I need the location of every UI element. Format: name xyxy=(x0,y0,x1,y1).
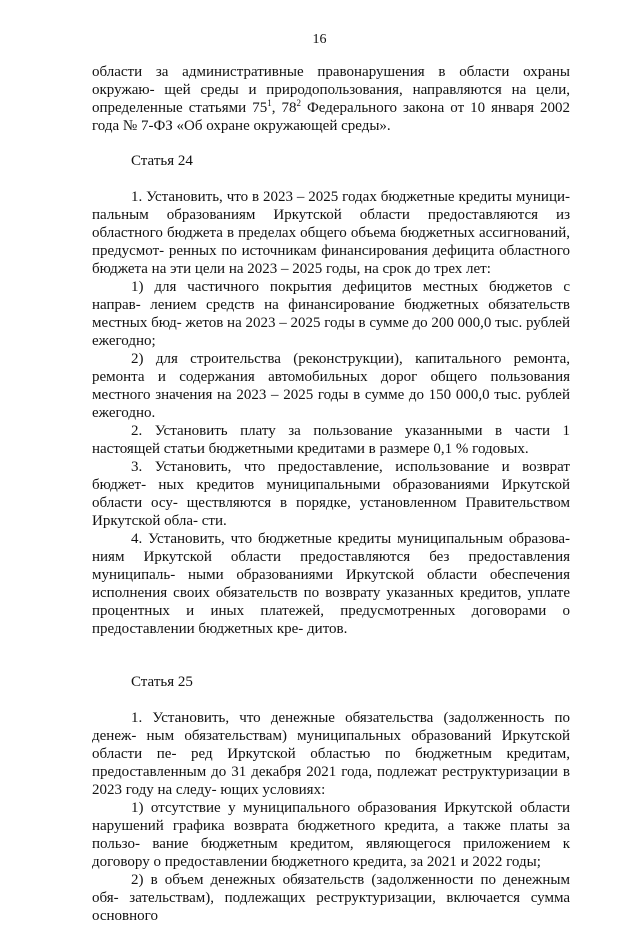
article-24-part-4: 4. Установить, что бюджетные кредиты муниципальным образова- ниям Иркутской области предоставляются без предоставления муниципаль- ными образованиями Иркутской области обеспечения исполнения своих обязательств по возврату указанных кредитов, уплате процентных и иных платежей, предусмотренных договорами о предоставлении бюджетных кре- дитов. xyxy=(92,531,570,637)
article-24-part-1-item-2: 2) для строительства (реконструкции), капитального ремонта, ремонта и содержания автомобильных дорог общего пользования местного значения на 2023 – 2025 годы в сумме до 150 000,0 тыс. рублей ежегодно. xyxy=(92,351,570,421)
intro-superscript-2: 2 xyxy=(296,98,301,108)
article-24-heading: Статья 24 xyxy=(131,153,193,169)
article-24-part-2: 2. Установить плату за пользование указанными в части 1 настоящей статьи бюджетными кредитами в размере 0,1 % годовых. xyxy=(92,423,570,457)
intro-superscript-1: 1 xyxy=(267,98,272,108)
article-24-part-1-item-1: 1) для частичного покрытия дефицитов местных бюджетов с направ- лением средств на финансирование бюджетных обязательств местных бюд- жетов на 2023 – 2025 годы в сумме до 200 000,0 тыс. рублей ежегодно; xyxy=(92,279,570,349)
intro-text-part-3: Федерального закона от 10 января 2002 года № 7-ФЗ «Об охране окружающей среды». xyxy=(92,100,570,134)
intro-text-part-2: , 78 xyxy=(271,100,297,116)
document-body xyxy=(92,63,570,925)
article-25-part-1: 1. Установить, что денежные обязательства (задолженность по денеж- ным обязательствам) муниципальных образований Иркутской области пе- ред Иркутской областью по бюджетным кредитам, предоставленным до 31 декабря 2021 года, подлежат реструктуризации в 2023 году на следу- ющих условиях: xyxy=(92,710,570,798)
intro-paragraph xyxy=(92,63,570,135)
article-25-part-1-item-1: 1) отсутствие у муниципального образования Иркутской области нарушений графика возврата бюджетного кредита, а также платы за пользо- вание бюджетным кредитом, являющегося приложением к договору о предоставлении бюджетного кредита, за 2021 и 2022 годы; xyxy=(92,800,570,870)
page-number: 16 xyxy=(312,32,327,47)
article-25-part-1-item-2: 2) в объем денежных обязательств (задолженности по денежным обя- зательствам), подлежащих реструктуризации, включается сумма основного xyxy=(92,872,570,924)
article-24-part-1: 1. Установить, что в 2023 – 2025 годах бюджетные кредиты муници- пальным образованиям Иркутской области предоставляются из областного бюджета в пределах общего объема бюджетных ассигнований, предусмот- ренных по источникам финансирования дефицита областного бюджета на эти цели на 2023 – 2025 годы, на срок до трех лет: xyxy=(92,189,570,277)
article-24-part-3: 3. Установить, что предоставление, использование и возврат бюджет- ных кредитов муниципальными образованиями Иркутской области осу- ществляются в порядке, установленном Правительством Иркутской обла- сти. xyxy=(92,459,570,529)
intro-text-part-1: области за административные правонарушения в области охраны окружаю- щей среды и природопользования, направляются на цели, определенные статьями 75 xyxy=(92,64,570,116)
article-25-heading: Статья 25 xyxy=(131,674,193,690)
